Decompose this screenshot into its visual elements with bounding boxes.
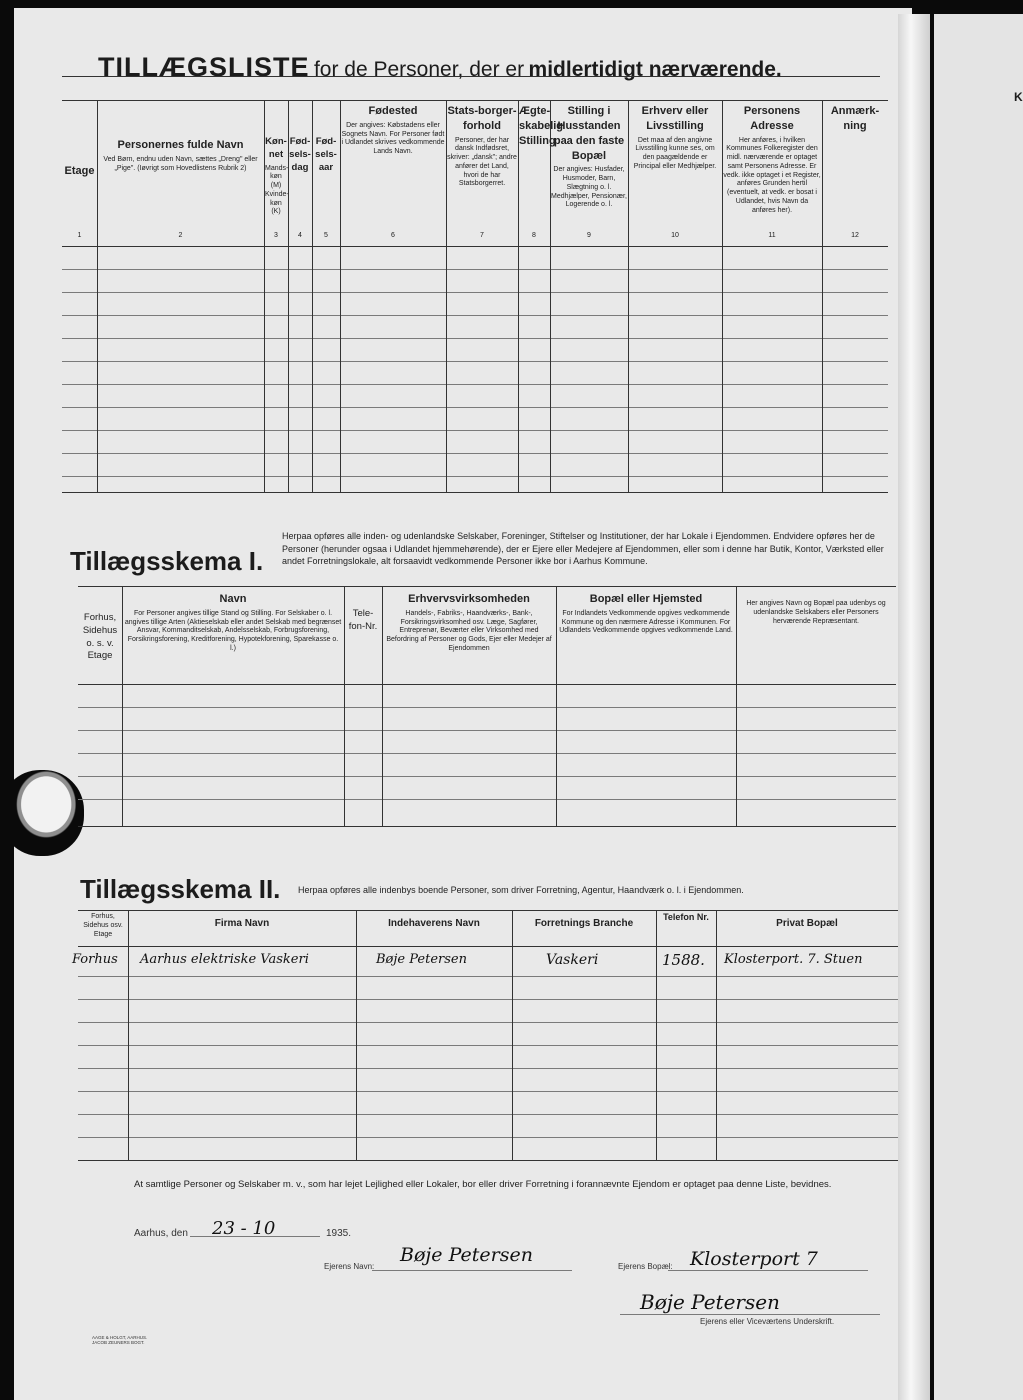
skema2-title: Tillægsskema II.	[80, 874, 281, 904]
table1-header-desc: Her anføres, i hvilken Kommunes Folkeregister den midl. nærværende er optaget samt Personens Adresse. Er vedk. ikke optaget i et Register, anføres Grunden hertil (eventuelt, at vedk. er bosat i Udlandet, hvis Navn da anføres her).	[723, 136, 821, 214]
skema2-row-line	[78, 1114, 898, 1115]
table1-column-number: 9	[587, 232, 591, 239]
column-divider	[736, 586, 737, 826]
skema1-header-bottom	[78, 684, 896, 685]
date-handwritten: 23 - 10	[212, 1218, 276, 1239]
signature-handwritten: Bøje Petersen	[640, 1290, 780, 1314]
table1-header-3	[265, 136, 287, 217]
skema2-header-6: Privat Bopæl	[776, 918, 838, 929]
skema1-header-5	[558, 592, 734, 636]
skema2-header-3: Indehaverens Navn	[388, 918, 480, 929]
table1-header-label: Personernes fulde Navn	[117, 139, 244, 151]
owner-address-label: Ejerens Bopæl:	[618, 1262, 673, 1271]
skema1-row-line	[78, 707, 896, 708]
skema2-description: Herpaa opføres alle indenbys boende Personer, som driver Forretning, Agentur, Haandværk o. l. i Ejendommen.	[298, 885, 744, 895]
skema2-row-line	[78, 1068, 898, 1069]
table1-column-number: 2	[178, 232, 183, 239]
table1-header-label: Erhverv eller Livsstilling	[641, 105, 709, 132]
skema2-top-border	[78, 910, 898, 911]
declaration-text: At samtlige Personer og Selskaber m. v., som har lejet Lejlighed eller Lokaler, bor eller driver Forretning i forannævnte Ejendom er optaget paa denne Liste, bevidnes.	[134, 1179, 832, 1190]
table1-header-desc: Ved Børn, endnu uden Navn, sættes „Dreng" eller „Pige". (Iøvrigt som Hovedlistens Rubrik 2)	[103, 155, 258, 172]
thumb-holding-page	[0, 770, 84, 856]
skema2-row-line	[78, 1022, 898, 1023]
skema1-header-6	[738, 600, 894, 626]
row-etage: Forhus	[72, 952, 118, 967]
skema2-row-line	[78, 1045, 898, 1046]
column-divider	[656, 910, 657, 1160]
skema1-header-label: Bopæl eller Hjemsted	[589, 593, 703, 605]
skema1-header-label: Forhus, Sidehus o. s. v. Etage	[82, 612, 118, 662]
table1-header-2	[98, 138, 263, 173]
skema1-header-3	[346, 608, 380, 637]
owner-address-line	[668, 1270, 868, 1271]
table1-column-number: 11	[768, 232, 776, 239]
skema1-header-2	[124, 592, 342, 654]
column-divider	[512, 910, 513, 1160]
table1-header-label: Etage	[64, 165, 95, 177]
skema1-header-4	[384, 592, 554, 654]
title-middle: for de Personer, der er	[313, 58, 525, 81]
table1-bottom-border	[62, 492, 888, 493]
column-divider	[518, 100, 519, 492]
table1-header-bottom	[62, 246, 888, 247]
column-divider	[122, 586, 123, 826]
owner-address-handwritten: Klosterport 7	[690, 1248, 818, 1270]
skema1-header-1	[80, 612, 120, 666]
table1-header-label: Fød-sels-dag	[289, 136, 311, 173]
column-divider	[356, 910, 357, 1160]
table1-header-label: Fød-sels-aar	[315, 136, 337, 173]
column-divider	[822, 100, 823, 492]
table1-column-number: 12	[851, 232, 859, 239]
skema1-row-line	[78, 776, 896, 777]
skema2-row-line	[78, 976, 898, 977]
table1-row-line	[62, 269, 888, 270]
table1-header-label: Stats-borger-forhold	[447, 105, 517, 132]
table1-header-desc: Det maa af den angivne Livsstilling kunne ses, om den paagældende er Principal eller Medhjælper.	[633, 136, 717, 170]
table1-header-12	[823, 104, 887, 137]
table1-row-line	[62, 338, 888, 339]
table1-header-1	[63, 164, 96, 182]
facing-page	[934, 14, 1023, 1400]
skema1-title: Tillægsskema I.	[70, 546, 264, 576]
table1-header-9	[551, 104, 627, 210]
column-divider	[344, 586, 345, 826]
table1-row-line	[62, 430, 888, 431]
printer-imprint: AAGE & HOLGT, AARHUS. JACOB ZEUNERS BOGT.	[92, 1335, 148, 1346]
table1-column-number: 8	[532, 232, 536, 239]
book-spine	[898, 14, 930, 1400]
signature-line	[620, 1314, 880, 1315]
table1-header-8	[519, 104, 564, 152]
table1-top-border	[62, 100, 888, 101]
table1-header-6	[341, 104, 445, 157]
table1-row-line	[62, 361, 888, 362]
title-bold: TILLÆGSLISTE	[98, 52, 310, 82]
skema1-header-label: Tele-fon-Nr.	[348, 608, 378, 632]
table1-column-number: 3	[274, 232, 278, 239]
skema1-header-desc: Her angives Navn og Bopæl paa udenbys og udenlandske Selskabers eller Personers herværende Repræsentant.	[746, 600, 886, 625]
table1-column-number: 7	[480, 232, 484, 239]
owner-name-label: Ejerens Navn:	[324, 1262, 375, 1271]
column-divider	[382, 586, 383, 826]
year-text: 1935.	[326, 1228, 352, 1239]
skema2-header-2: Firma Navn	[214, 918, 270, 929]
skema1-row-line	[78, 753, 896, 754]
skema2-header-1: Forhus, Sidehus osv. Etage	[83, 913, 123, 938]
table1-header-desc: Mands-køn (M) Kvinde-køn (K)	[265, 164, 289, 216]
skema2-header-4: Forretnings Branche	[534, 918, 634, 929]
date-line	[190, 1236, 320, 1237]
skema2-header-5: Telefon Nr.	[663, 912, 709, 922]
column-divider	[716, 910, 717, 1160]
table1-header-label: Stilling i Husstanden paa den faste Bopæl	[553, 105, 625, 162]
table1-header-label: Ægte-skabelig Stilling	[519, 105, 564, 147]
table1-header-desc: Der angives: Husfader, Husmoder, Barn, Slægtning o. l. Medhjælper, Pensionær, Logerende o. l.	[551, 166, 627, 209]
table1-header-4	[289, 136, 311, 177]
skema1-header-label: Navn	[219, 593, 247, 605]
skema1-header-desc: Handels-, Fabriks-, Haandværks-, Bank-, Forsikringsvirksomhed osv. Læge, Sagfører, Entreprenør, Beværter eller Virksomhed med Befordring af Personer og Gods, Ejer eller Medejer af Ejendommen	[386, 609, 552, 652]
row-bopael: Klosterport. 7. Stuen	[724, 952, 863, 967]
table1-header-desc: Personer, der har dansk Indfødsret, skriver: „dansk"; andre anfører det Land, hvori de har Statsborgerret.	[447, 136, 517, 188]
row-firma: Aarhus elektriske Vaskeri	[140, 952, 309, 967]
table1-row-line	[62, 407, 888, 408]
skema1-description: Herpaa opføres alle inden- og udenlandske Selskaber, Foreninger, Stiftelser og Institutioner, der har Lokale i Ejendommen. Endvidere opføres her de Personer (herunder ogsaa i Udlandet hjemmehørende), der er Ejere eller Medejere af Ejendommen, eller som i denne har Butik, Kontor, Værksted eller andet Forretningslokale, alt forsaavidt vedkommende Personer ikke bor i Aarhus Kommune.	[282, 531, 884, 567]
column-divider	[340, 100, 341, 492]
table1-header-desc: Der angives: Købstadens eller Sognets Navn. For Personer født i Udlandet skrives vedkommende Lands Navn.	[341, 121, 445, 156]
table1-column-number: 4	[298, 232, 302, 239]
table1-row-line	[62, 453, 888, 454]
skema2-row-line	[78, 1137, 898, 1138]
row-branche: Vaskeri	[546, 952, 599, 968]
title-end: midlertidigt nærværende.	[528, 58, 782, 81]
skema2-header-bottom	[78, 946, 898, 947]
skema1-header-desc: For Indlandets Vedkommende opgives vedkommende Kommune og den nærmere Adresse i Kommunen. For Udlandets Vedkommende opgives vedkommende Land.	[559, 609, 733, 635]
skema1-row-line	[78, 730, 896, 731]
table1-row-line	[62, 384, 888, 385]
skema1-header-desc: For Personer angives tillige Stand og Stilling. For Selskaber o. l. angives tillige Arten (Aktieselskab eller andet Selskab med begrænset Ansvar, Kommanditselskab, Andelsselskab, Forbrugsforening, Forsikringsforening, Kreditforening, Hypotekforening, Sparekasse o. l.)	[124, 609, 342, 652]
table1-column-number: 1	[77, 232, 82, 239]
skema1-top-border	[78, 586, 896, 587]
title-underline	[62, 76, 880, 77]
facing-page-fragment: K	[1014, 90, 1023, 104]
skema1-row-line	[78, 799, 896, 800]
skema2-bottom-border	[78, 1160, 898, 1161]
table1-header-7	[447, 104, 517, 189]
skema2-row-line	[78, 1091, 898, 1092]
table1-header-5	[313, 136, 339, 177]
page-title	[98, 52, 782, 83]
table1-header-label: Fødested	[368, 105, 418, 117]
column-divider	[556, 586, 557, 826]
table1-column-number: 5	[324, 232, 328, 239]
skema1-header-label: Erhvervsvirksomheden	[408, 593, 530, 605]
table1-column-number: 6	[391, 232, 395, 239]
skema2-row-line	[78, 999, 898, 1000]
owner-name-line	[372, 1270, 572, 1271]
table1-header-10	[629, 104, 721, 172]
owner-name-handwritten: Bøje Petersen	[400, 1244, 533, 1266]
row-indehaver: Bøje Petersen	[376, 952, 467, 967]
table1-column-number: 10	[671, 232, 679, 239]
table1-header-label: Køn-net	[265, 136, 287, 160]
row-telefon: 1588.	[662, 951, 705, 969]
signature-label: Ejerens eller Viceværtens Underskrift.	[700, 1317, 835, 1326]
skema1-bottom-border	[78, 826, 896, 827]
table1-row-line	[62, 315, 888, 316]
table1-header-label: Anmærk-ning	[830, 105, 880, 132]
table1-header-11	[723, 104, 821, 215]
table1-row-line	[62, 292, 888, 293]
table1-row-line	[62, 476, 888, 477]
place-label: Aarhus, den	[134, 1228, 188, 1239]
column-divider	[128, 910, 129, 1160]
table1-header-label: Personens Adresse	[743, 105, 801, 132]
